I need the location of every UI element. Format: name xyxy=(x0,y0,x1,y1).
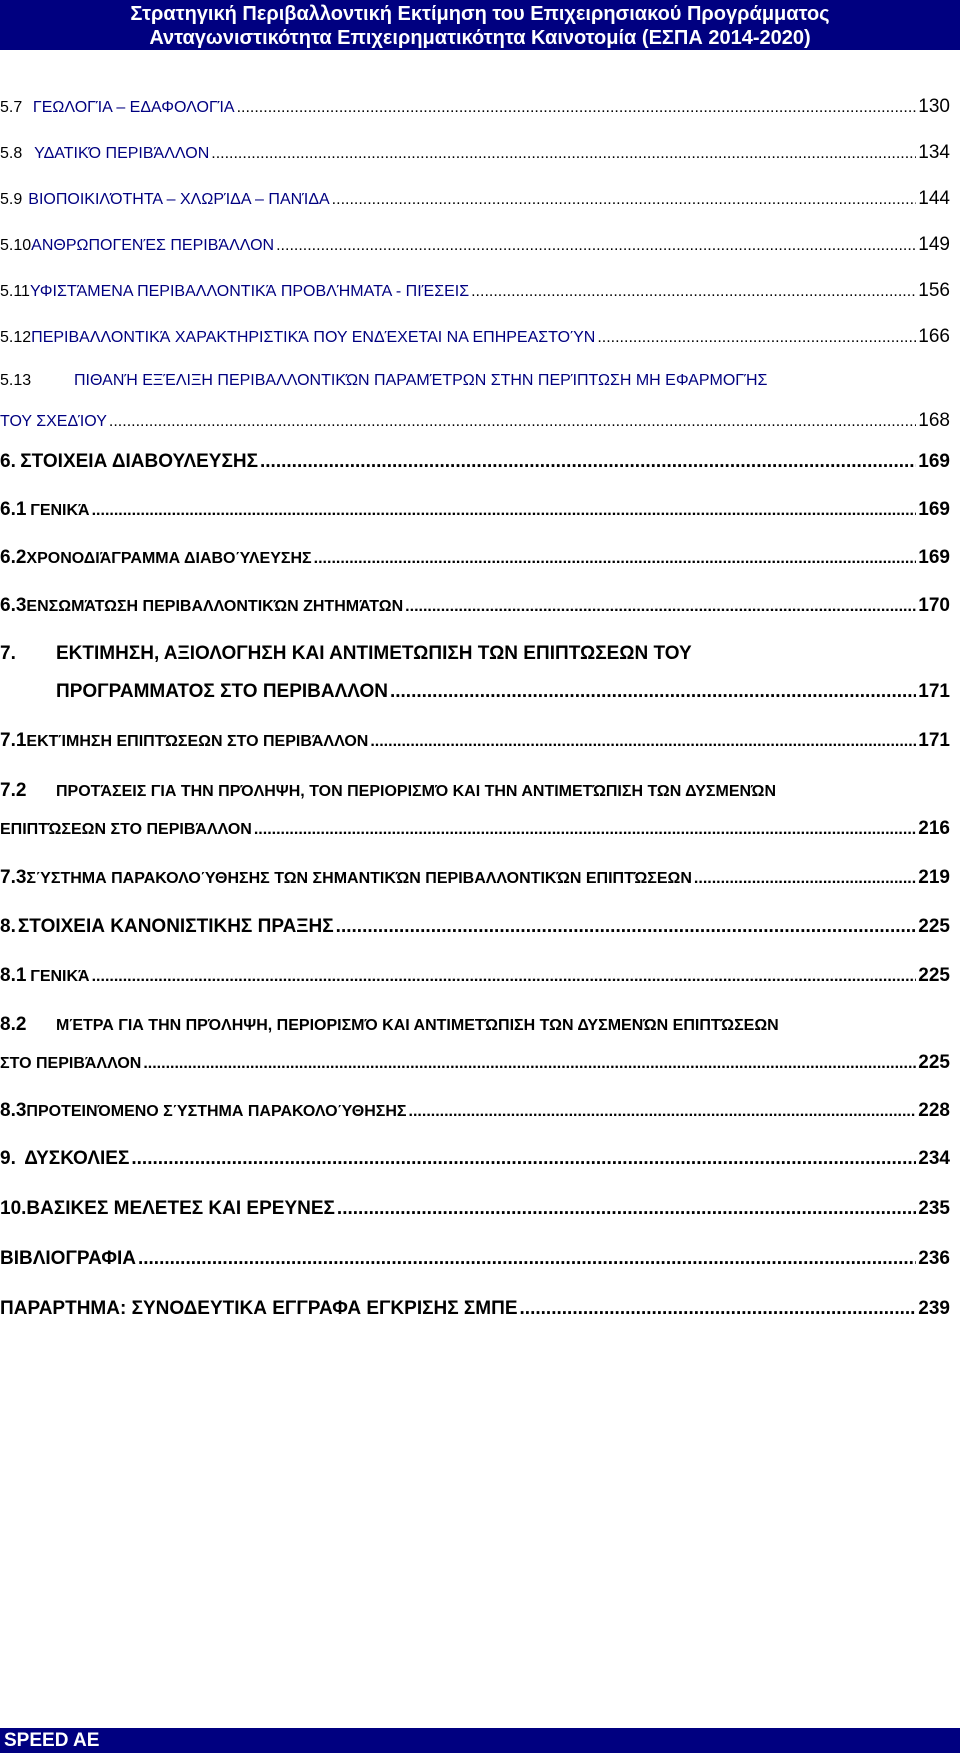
toc-number: 5.7 xyxy=(0,99,23,116)
toc-page-number: 225 xyxy=(918,916,950,937)
toc-leader-dots xyxy=(471,283,916,301)
document-header xyxy=(0,0,960,50)
toc-title: ΥΔΑΤΙΚΌ ΠΕΡΙΒΆΛΛΟΝ xyxy=(34,145,210,162)
toc-number: 6.2 xyxy=(0,547,27,568)
toc-number: 5.10 xyxy=(0,237,32,254)
toc-number: 7.1 xyxy=(0,730,27,751)
document-footer xyxy=(0,1728,960,1753)
toc-leader-dots xyxy=(520,1298,917,1320)
toc-title-continued: ΤΟΥ ΣΧΕΔΊΟΥ xyxy=(0,413,107,430)
toc-number: 6. xyxy=(0,451,16,472)
toc-page-number: 216 xyxy=(918,818,950,839)
toc-page-number: 134 xyxy=(918,142,950,163)
toc-number: 8.3 xyxy=(0,1100,27,1121)
toc-leader-dots xyxy=(390,681,916,703)
toc-page-number: 234 xyxy=(918,1148,950,1169)
toc-number: 5.8 xyxy=(0,145,23,162)
toc-page-number: 228 xyxy=(918,1100,950,1121)
toc-leader-dots xyxy=(254,821,916,839)
toc-number: 8.1 xyxy=(0,965,27,986)
toc-number: 7. xyxy=(0,643,16,664)
toc-leader-dots xyxy=(332,191,917,209)
toc-title: ΠΑΡΑΡΤΗΜΑ: ΣΥΝΟΔΕΥΤΙΚΑ ΕΓΓΡΑΦΑ ΕΓΚΡΙΣΗΣ ΣΜΠΕ xyxy=(0,1298,518,1319)
toc-page-number: 168 xyxy=(918,410,950,431)
toc-number: 7.3 xyxy=(0,867,27,888)
toc-leader-dots xyxy=(260,451,916,473)
toc-page-number: 166 xyxy=(918,326,950,347)
toc-number: 5.9 xyxy=(0,191,23,208)
toc-page-number: 156 xyxy=(918,280,950,301)
toc-leader-dots xyxy=(109,413,916,431)
toc-leader-dots xyxy=(336,916,917,938)
toc-page-number: 144 xyxy=(918,188,950,209)
toc-page-number: 169 xyxy=(918,547,950,568)
toc-page-number: 169 xyxy=(918,499,950,520)
toc-page-number: 235 xyxy=(918,1198,950,1219)
toc-title: ΕΚΤΊΜΗΣΗ ΕΠΙΠΤΏΣΕΩΝ ΣΤΟ ΠΕΡΙΒΆΛΛΟΝ xyxy=(26,733,369,750)
toc-leader-dots xyxy=(314,550,917,568)
toc-number: 10. xyxy=(0,1198,27,1219)
toc-page-number: 225 xyxy=(918,965,950,986)
toc-title-continued: ΠΡΟΓΡΑΜΜΑΤΟΣ ΣΤΟ ΠΕΡΙΒΑΛΛΟΝ xyxy=(56,681,388,702)
toc-title: ΕΚΤΙΜΗΣΗ, ΑΞΙΟΛΟΓΗΣΗ ΚΑΙ ΑΝΤΙΜΕΤΩΠΙΣΗ ΤΩΝ ΕΠΙΠΤΩΣΕΩΝ ΤΟΥ xyxy=(56,643,692,664)
toc-leader-dots xyxy=(694,870,916,888)
toc-title: ΕΝΣΩΜΆΤΩΣΗ ΠΕΡΙΒΑΛΛΟΝΤΙΚΏΝ ΖΗΤΗΜΆΤΩΝ xyxy=(26,598,404,615)
toc-leader-dots xyxy=(337,1198,916,1220)
toc-title: ΣΎΣΤΗΜΑ ΠΑΡΑΚΟΛΟΎΘΗΣΗΣ ΤΩΝ ΣΗΜΑΝΤΙΚΏΝ ΠΕΡΙΒΑΛΛΟΝΤΙΚΏΝ ΕΠΙΠΤΏΣΕΩΝ xyxy=(26,870,692,887)
toc-title: ΓΕΝΙΚΆ xyxy=(30,502,90,519)
toc-number: 9. xyxy=(0,1148,16,1169)
toc-page-number: 236 xyxy=(918,1248,950,1269)
toc-title: ΣΤΟΙΧΕΙΑ ΚΑΝΟΝΙΣΤΙΚΗΣ ΠΡΑΞΗΣ xyxy=(17,916,334,937)
toc-number: 8.2 xyxy=(0,1014,27,1035)
toc-page-number: 239 xyxy=(918,1298,950,1319)
toc-page-number: 130 xyxy=(918,96,950,117)
toc-number: 6.1 xyxy=(0,499,27,520)
toc-page-number: 171 xyxy=(918,730,950,751)
header-title-line-2: Ανταγωνιστικότητα Επιχειρηματικότητα Καινοτομία (ΕΣΠΑ 2014-2020) xyxy=(149,27,811,49)
toc-leader-dots xyxy=(237,99,917,117)
toc-page-number: 169 xyxy=(918,451,950,472)
toc-title: ΠΙΘΑΝΉ ΕΞΈΛΙΞΗ ΠΕΡΙΒΑΛΛΟΝΤΙΚΏΝ ΠΑΡΑΜΈΤΡΩΝ ΣΤΗΝ ΠΕΡΊΠΤΩΣΗ ΜΗ ΕΦΑΡΜΟΓΉΣ xyxy=(74,372,768,389)
toc-leader-dots xyxy=(405,598,916,616)
toc-number: 7.2 xyxy=(0,780,27,801)
toc-leader-dots xyxy=(92,968,917,986)
toc-number: 5.13 xyxy=(0,372,32,389)
toc-title: ΧΡΟΝΟΔΙΆΓΡΑΜΜΑ ΔΙΑΒΟΎΛΕΥΣΗΣ xyxy=(26,550,312,567)
toc-title: ΜΈΤΡΑ ΓΙΑ ΤΗΝ ΠΡΌΛΗΨΗ, ΠΕΡΙΟΡΙΣΜΌ ΚΑΙ ΑΝΤΙΜΕΤΏΠΙΣΗ ΤΩΝ ΔΥΣΜΕΝΏΝ ΕΠΙΠΤΏΣΕΩΝ xyxy=(56,1017,779,1034)
toc-title: ΒΙΒΛΙΟΓΡΑΦΙΑ xyxy=(0,1248,136,1269)
toc-title: ΒΑΣΙΚΕΣ ΜΕΛΕΤΕΣ ΚΑΙ ΕΡΕΥΝΕΣ xyxy=(26,1198,335,1219)
toc-leader-dots xyxy=(211,145,916,163)
toc-page-number: 171 xyxy=(918,681,950,702)
toc-title-continued: ΕΠΙΠΤΏΣΕΩΝ ΣΤΟ ΠΕΡΙΒΆΛΛΟΝ xyxy=(0,821,252,838)
toc-leader-dots xyxy=(143,1055,916,1073)
toc-title: ΒΙΟΠΟΙΚΙΛΌΤΗΤΑ – ΧΛΩΡΊΔΑ – ΠΑΝΊΔΑ xyxy=(28,191,330,208)
toc-page-number: 170 xyxy=(918,595,950,616)
toc-leader-dots xyxy=(131,1148,916,1170)
toc-number: 5.11 xyxy=(0,283,30,300)
toc-title: ΑΝΘΡΩΠΟΓΕΝΈΣ ΠΕΡΙΒΆΛΛΟΝ xyxy=(31,237,275,254)
toc-leader-dots xyxy=(370,733,916,751)
toc-leader-dots xyxy=(276,237,916,255)
toc-leader-dots xyxy=(409,1103,917,1121)
toc-title: ΠΡΟΤΆΣΕΙΣ ΓΙΑ ΤΗΝ ΠΡΌΛΗΨΗ, ΤΟΝ ΠΕΡΙΟΡΙΣΜΌ ΚΑΙ ΤΗΝ ΑΝΤΙΜΕΤΏΠΙΣΗ ΤΩΝ ΔΥΣΜΕΝΏΝ xyxy=(56,783,776,800)
toc-title: ΠΕΡΙΒΑΛΛΟΝΤΙΚΆ ΧΑΡΑΚΤΗΡΙΣΤΙΚΆ ΠΟΥ ΕΝΔΈΧΕΤΑΙ ΝΑ ΕΠΗΡΕΑΣΤΟΎΝ xyxy=(31,329,596,346)
toc-leader-dots xyxy=(92,502,917,520)
toc-number: 8. xyxy=(0,916,16,937)
toc-title: ΣΤΟΙΧΕΙΑ ΔΙΑΒΟΥΛΕΥΣΗΣ xyxy=(20,451,258,472)
toc-page-number: 149 xyxy=(918,234,950,255)
toc-title: ΥΦΙΣΤΆΜΕΝΑ ΠΕΡΙΒΑΛΛΟΝΤΙΚΆ ΠΡΟΒΛΉΜΑΤΑ - ΠΙΈΣΕΙΣ xyxy=(29,283,470,300)
toc-page-number: 219 xyxy=(918,867,950,888)
toc-title: ΔΥΣΚΟΛΙΕΣ xyxy=(24,1148,130,1169)
toc-title-continued: ΣΤΟ ΠΕΡΙΒΆΛΛΟΝ xyxy=(0,1055,142,1072)
toc-title: ΓΕΝΙΚΆ xyxy=(30,968,90,985)
toc-title: ΠΡΟΤΕΙΝΌΜΕΝΟ ΣΎΣΤΗΜΑ ΠΑΡΑΚΟΛΟΎΘΗΣΗΣ xyxy=(26,1103,407,1120)
toc-number: 5.12 xyxy=(0,329,32,346)
toc-title: ΓΕΩΛΟΓΊΑ – ΕΔΑΦΟΛΟΓΊΑ xyxy=(32,99,235,116)
toc-number: 6.3 xyxy=(0,595,27,616)
footer-company: SPEED AE xyxy=(4,1730,100,1751)
toc-page-number: 225 xyxy=(918,1052,950,1073)
toc-leader-dots xyxy=(138,1248,916,1270)
header-title-line-1: Στρατηγική Περιβαλλοντική Εκτίμηση του Επιχειρησιακού Προγράμματος xyxy=(130,3,830,25)
toc-leader-dots xyxy=(597,329,916,347)
